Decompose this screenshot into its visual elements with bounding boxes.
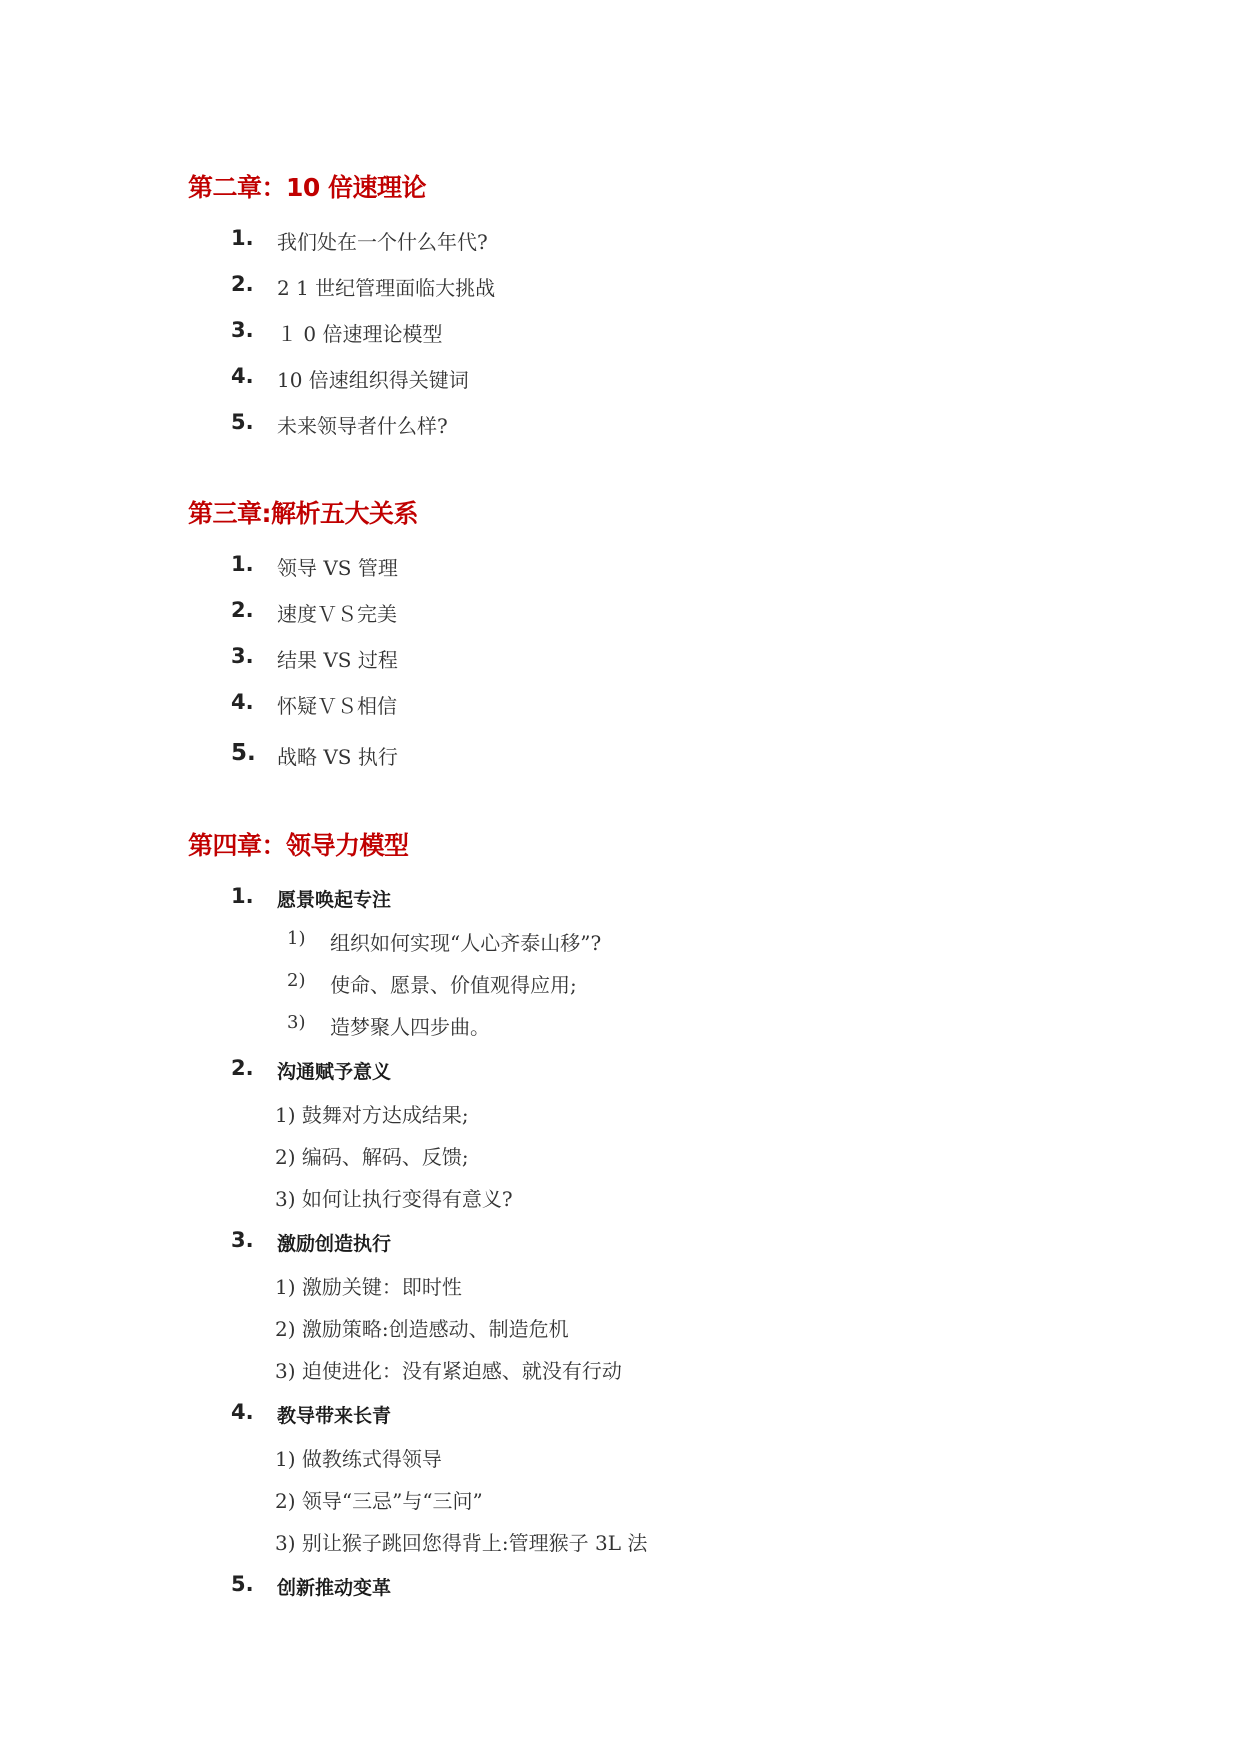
ch4-section-5-number: 5. (231, 1572, 254, 1596)
ch4-section-3-number: 3. (231, 1228, 254, 1252)
ch4-s3-sub-2: 2) 激励策略:创造感动、制造危机 (275, 1317, 569, 1341)
ch4-s1-sub-3-text: 造梦聚人四步曲。 (330, 1015, 490, 1039)
ch4-s4-sub-2: 2) 领导“三忌”与“三问” (275, 1489, 483, 1513)
ch4-section-2-title: 沟通赋予意义 (277, 1061, 392, 1083)
ch2-item-4-text: 10 倍速组织得关键词 (277, 368, 469, 392)
ch3-item-4-text: 怀疑ＶＳ相信 (277, 694, 397, 718)
ch3-item-5-text: 战略 VS 执行 (277, 745, 398, 769)
ch2-item-1-number: 1. (231, 226, 254, 250)
ch2-item-2-number: 2. (231, 272, 254, 296)
ch4-section-1-title: 愿景唤起专注 (277, 889, 392, 911)
ch3-item-3-text: 结果 VS 过程 (277, 648, 398, 672)
ch3-item-2-number: 2. (231, 598, 254, 622)
chapter-2-heading: 第二章：10 倍速理论 (188, 173, 426, 202)
ch4-section-3-title: 激励创造执行 (277, 1233, 392, 1255)
ch4-section-4-number: 4. (231, 1400, 254, 1424)
ch4-s3-sub-1: 1) 激励关键：即时性 (275, 1275, 462, 1299)
ch2-item-5-text: 未来领导者什么样? (277, 414, 448, 438)
ch2-item-1-text: 我们处在一个什么年代? (277, 230, 488, 254)
ch3-item-3-number: 3. (231, 644, 254, 668)
ch4-s1-sub-2-text: 使命、愿景、价值观得应用; (330, 973, 577, 997)
chapter-3-heading: 第三章:解析五大关系 (188, 499, 418, 528)
ch2-item-3-number: 3. (231, 318, 254, 342)
ch2-item-3-text: １ 0 倍速理论模型 (277, 322, 443, 346)
ch3-item-1-number: 1. (231, 552, 254, 576)
ch4-s2-sub-2: 2) 编码、解码、反馈; (275, 1145, 469, 1169)
chapter-4-heading: 第四章：领导力模型 (188, 831, 409, 860)
ch4-section-4-title: 教导带来长青 (277, 1405, 392, 1427)
ch4-s2-sub-3: 3) 如何让执行变得有意义? (275, 1187, 513, 1211)
ch4-s1-sub-1-number: 1) (287, 928, 306, 949)
ch3-item-2-text: 速度ＶＳ完美 (277, 602, 397, 626)
ch4-s1-sub-2-number: 2) (287, 970, 306, 991)
ch2-item-2-text: 2 1 世纪管理面临大挑战 (277, 276, 496, 300)
ch4-section-2-number: 2. (231, 1056, 254, 1080)
ch4-section-5-title: 创新推动变革 (277, 1577, 392, 1599)
ch3-item-4-number: 4. (231, 690, 254, 714)
ch3-item-5-number: 5. (231, 740, 256, 766)
ch2-item-5-number: 5. (231, 410, 254, 434)
ch4-section-1-number: 1. (231, 884, 254, 908)
ch4-s1-sub-3-number: 3) (287, 1012, 306, 1033)
ch4-s3-sub-3: 3) 迫使进化：没有紧迫感、就没有行动 (275, 1359, 622, 1383)
ch3-item-1-text: 领导 VS 管理 (277, 556, 398, 580)
ch4-s1-sub-1-text: 组织如何实现“人心齐泰山移”? (330, 931, 602, 955)
ch4-s4-sub-1: 1) 做教练式得领导 (275, 1447, 442, 1471)
ch4-s4-sub-3: 3) 别让猴子跳回您得背上:管理猴子 3L 法 (275, 1531, 648, 1555)
ch4-s2-sub-1: 1) 鼓舞对方达成结果; (275, 1103, 469, 1127)
ch2-item-4-number: 4. (231, 364, 254, 388)
